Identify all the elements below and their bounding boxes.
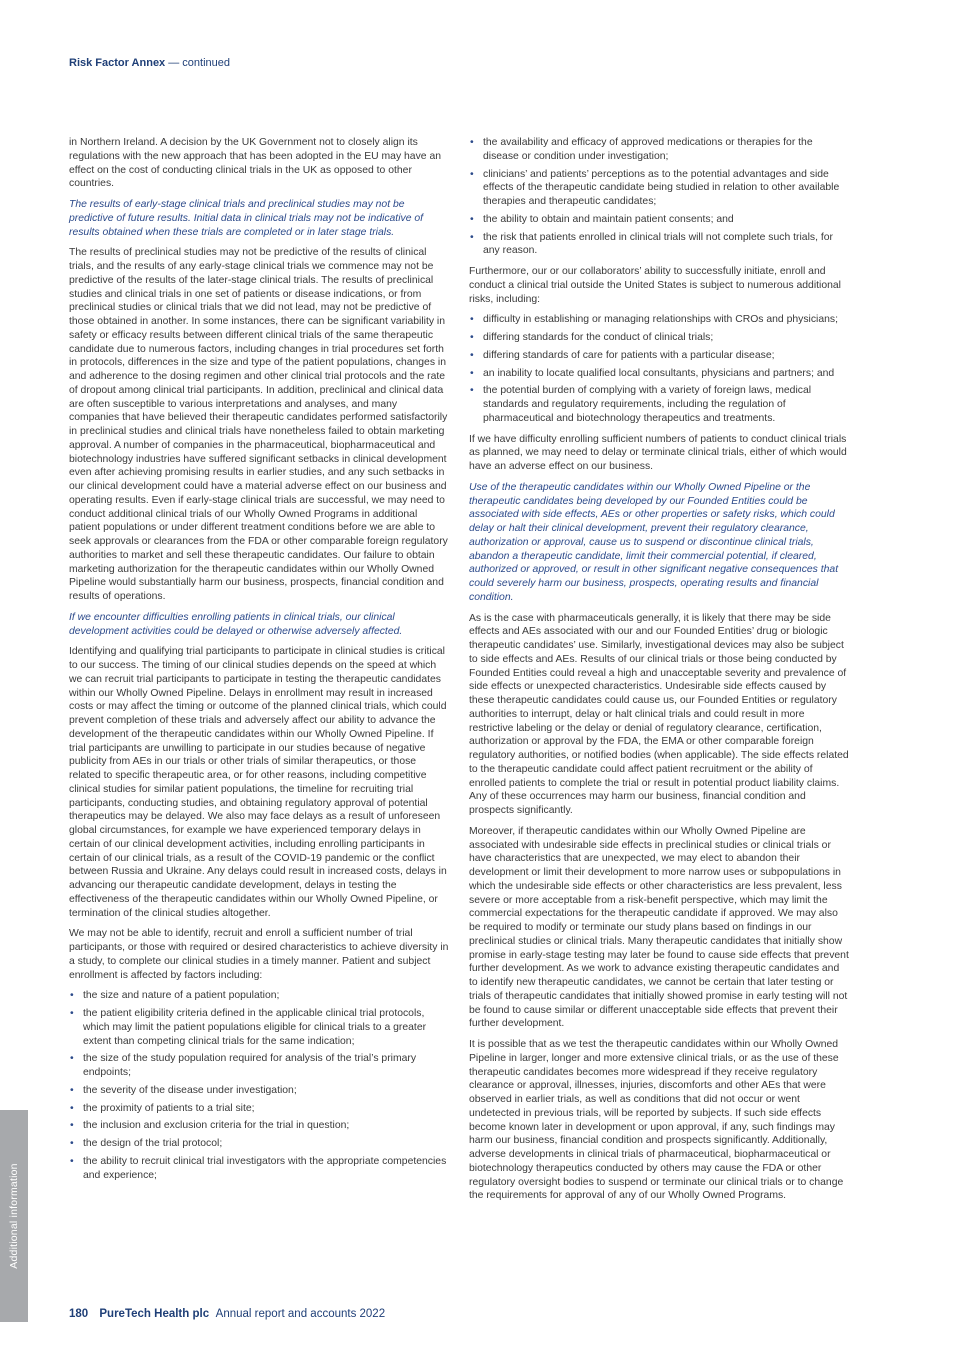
list-item: • the risk that patients enrolled in clinical trials will not complete such trials, for any reason. <box>469 231 850 259</box>
page-footer <box>69 1308 385 1320</box>
paragraph: If we have difficulty enrolling sufficient numbers of patients to conduct clinical trials as planned, we may need to delay or terminate clinical trials, either of which would have an adverse effect on our business. <box>469 433 847 472</box>
section-continued: — continued <box>168 57 231 69</box>
list-item: • the size of the study population required for analysis of the trial’s primary endpoints; <box>69 1052 450 1080</box>
list-item: • differing standards for the conduct of clinical trials; <box>469 331 850 345</box>
list-item: • differing standards of care for patients with a particular disease; <box>469 349 850 363</box>
list-item: • the ability to recruit clinical trial investigators with the appropriate competencies and experience; <box>69 1155 450 1183</box>
left-column <box>69 136 450 1189</box>
paragraph: It is possible that as we test the therapeutic candidates within our Wholly Owned Pipeline in larger, longer and more extensive clinical trials, or as the use of these therapeutic candidates becomes more widespread if they receive regulatory clearance or approval, illnesses, injuries, discomforts and other AEs that were observed in earlier trials, as well as conditions that did not occur or went undetected in previous trials, will be reported by subjects. If such side effects become known later in development or upon approval, if any, such findings may harm our business, financial condition and prospects significantly. Additionally, adverse developments in clinical trials of pharmaceutical, biopharmaceutical or biotechnology therapeutics conducted by others may cause the FDA or other regulatory oversight bodies to suspend or terminate our clinical trials or to change the requirements for approval of any of our Wholly Owned Programs. <box>469 1039 844 1202</box>
list-item: • the inclusion and exclusion criteria for the trial in question; <box>69 1119 450 1133</box>
page-number: 180 <box>69 1308 89 1320</box>
company-name: PureTech Health plc <box>99 1308 210 1320</box>
bullet-list <box>469 313 850 425</box>
paragraph: in Northern Ireland. A decision by the UK Government not to closely align its regulations with the new approach that has been adopted in the EU may have an effect on the cost of conducting clinical trials in the UK as opposed to other countries. <box>69 137 442 190</box>
paragraph: Identifying and qualifying trial participants to participate in clinical studies is critical to our success. The timing of our clinical studies depends on the speed at which we can recruit trial participants to participate in testing the therapeutic candidates within our Wholly Owned Pipeline. Delays in enrollment may result in increased costs or may affect the timing or outcome of the planned clinical trials, which could prevent completion of these trials and adversely affect our ability to advance the development of the therapeutic candidates within our Wholly Owned Pipeline. If trial participants are unwilling to participate in our studies because of negative publicity from AEs in our trials or other trials of similar therapeutics, or those related to specific therapeutic area, or for other reasons, including competitive clinical studies for similar patient populations, the timeline for recruiting trial participants, conducting studies, and obtaining regulatory approval of potential therapeutics may be delayed. We also may face delays as a result of unforeseen global circumstances, for example we have experienced temporary delays in certain of our clinical development activities, including enrolling participants in certain of our clinical trials, as a result of the COVID-19 pandemic or the conflict between Russia and Ukraine. Any delays could result in increased costs, delays in advancing our therapeutic candidate development, delays in testing the effectiveness of the therapeutic candidates within our Wholly Owned Pipeline, or termination of the clinical studies altogether. <box>69 646 447 919</box>
list-item: • the design of the trial protocol; <box>69 1137 450 1151</box>
list-item: • the potential burden of complying with a variety of foreign laws, medical standards and regulatory requirements, including the regulation of pharmaceutical and biotechnology therapeutics and treatments. <box>469 384 850 425</box>
list-item: • the patient eligibility criteria defined in the applicable clinical trial protocols, which may limit the patient populations eligible for clinical trials to a greater extent than competing clinical trials for the same indication; <box>69 1007 450 1048</box>
list-item: • clinicians’ and patients’ perceptions as to the potential advantages and side effects of the therapeutic candidate being studied in relation to other available therapies and therapeutic candidates; <box>469 168 850 209</box>
risk-heading: The results of early-stage clinical trials and preclinical studies may not be predictive of future results. Initial data in clinical trials may not be indicative of results obtained when these trials are completed or in later stage trials. <box>69 199 424 238</box>
list-item: • the availability and efficacy of approved medications or therapies for the disease or condition under investigation; <box>469 136 850 164</box>
paragraph: Furthermore, our or our collaborators’ ability to successfully initiate, enroll and conduct a clinical trial outside the United States is subject to numerous additional risks, including: <box>469 266 841 305</box>
right-column <box>469 136 850 1210</box>
risk-heading: If we encounter difficulties enrolling patients in clinical trials, our clinical development activities could be delayed or otherwise adversely affected. <box>69 611 403 637</box>
side-tab-label: Additional information <box>8 1163 20 1269</box>
list-item: • difficulty in establishing or managing relationships with CROs and physicians; <box>469 313 850 327</box>
list-item: • the proximity of patients to a trial site; <box>69 1102 450 1116</box>
list-item: • the ability to obtain and maintain patient consents; and <box>469 213 850 227</box>
paragraph: We may not be able to identify, recruit and enroll a sufficient number of trial participants, or those with required or desired characteristics to achieve diversity in a study, to complete our clinical studies in a timely manner. Patient and subject enrollment is affected by factors including: <box>69 928 449 981</box>
bullet-list <box>469 136 850 258</box>
list-item: • the severity of the disease under investigation; <box>69 1084 450 1098</box>
side-section-tab <box>0 1110 28 1322</box>
paragraph: Moreover, if therapeutic candidates within our Wholly Owned Pipeline are associated with undesirable side effects in preclinical studies or clinical trials or have characteristics that are unexpected, we may elect to abandon their development or limit their development to more narrow uses or subpopulations in which the undesirable side effects or other characteristics are less prevalent, less severe or more acceptable from a risk-benefit perspective, which may limit the commercial expectations for the therapeutic candidate if approved. We may also be required to modify or terminate our study plans based on findings in our preclinical studies or clinical trials. Many therapeutic candidates that initially show promise in early-stage testing may later be found to cause side effects that prevent further development. As we work to advance existing therapeutic candidates and to identify new therapeutic candidates, we cannot be certain that later testing or trials of therapeutic candidates that initially showed promise in early testing will not be found to cause similar or different unacceptable side effects that prevent their further development. <box>469 825 849 1030</box>
running-header <box>69 57 230 69</box>
list-item: • an inability to locate qualified local consultants, physicians and partners; and <box>469 367 850 381</box>
paragraph: The results of preclinical studies may not be predictive of the results of clinical trials, and the results of any early-stage clinical trials we commence may not be predictive of the results of the later-stage clinical trials. The results of preclinical studies and clinical trials in one set of patients or disease indications, or from preclinical studies or clinical trials that we did not lead, may not be predictive of those obtained in another. In some instances, there can be significant variability in safety or efficacy results between different clinical trials of the same therapeutic candidate due to numerous factors, including changes in trial procedures set forth in protocols, differences in the size and type of the patient populations, changes in and adherence to the dosing regimen and other clinical trial protocols and the rate of dropout among clinical trial participants. In addition, preclinical and clinical data are often susceptible to various interpretations and analyses, and many companies that have believed their therapeutic candidates performed satisfactorily in preclinical studies and clinical trials have nonetheless failed to obtain marketing approval. A number of companies in the pharmaceutical, biopharmaceutical and biotechnology industries have suffered significant setbacks in clinical development even after achieving promising results in earlier studies, and any such setbacks in our clinical development could have a material adverse effect on our business and operating results. Even if early-stage clinical trials are successful, we may need to conduct additional clinical trials of our Wholly Owned Programs in additional patient populations or under different treatment conditions before we are able to seek approvals or clearances from the FDA or other comparable foreign regulatory authorities to market and sell these therapeutic candidates. Our failure to obtain marketing authorization for the therapeutic candidates within our Wholly Owned Pipeline would substantially harm our business, prospects, financial condition and results of operations. <box>69 247 448 602</box>
section-title: Risk Factor Annex <box>69 57 166 69</box>
bullet-list <box>69 989 450 1182</box>
list-item: • the size and nature of a patient population; <box>69 989 450 1003</box>
report-title: Annual report and accounts 2022 <box>215 1308 386 1320</box>
risk-heading: Use of the therapeutic candidates within our Wholly Owned Pipeline or the therapeutic candidates being developed by our Founded Entities could be associated with side effects, AEs or other properties or safety risks, which could delay or halt their clinical development, prevent their regulatory clearance, authorization or approval, cause us to suspend or discontinue clinical trials, abandon a therapeutic candidate, limit their commercial potential, if cleared, authorized or approved, or result in other significant negative consequences that could severely harm our business, prospects, operating results and financial condition. <box>469 481 839 603</box>
paragraph: As is the case with pharmaceuticals generally, it is likely that there may be side effects and AEs associated with our and our Founded Entities’ drug or biologic therapeutic candidates’ use. Similarly, investigational devices may also be subject to side effects and AEs. Results of our clinical trials or those being conducted by Founded Entities could reveal a high and unacceptable severity and prevalence of side effects or unexpected characteristics. Undesirable side effects caused by these therapeutic candidates could cause us, our Founded Entities or regulatory authorities to interrupt, delay or halt clinical trials and could result in more restrictive labeling or the delay or denial of regulatory clearance, certification, authorization or approval by the FDA, the EMA or other comparable foreign regulatory authorities, or notified bodies (when applicable). The side effects related to the therapeutic candidate could affect patient recruitment or the ability of enrolled patients to complete the trial or result in potential product liability claims. Any of these occurrences may harm our business, financial condition and prospects significantly. <box>469 612 849 816</box>
